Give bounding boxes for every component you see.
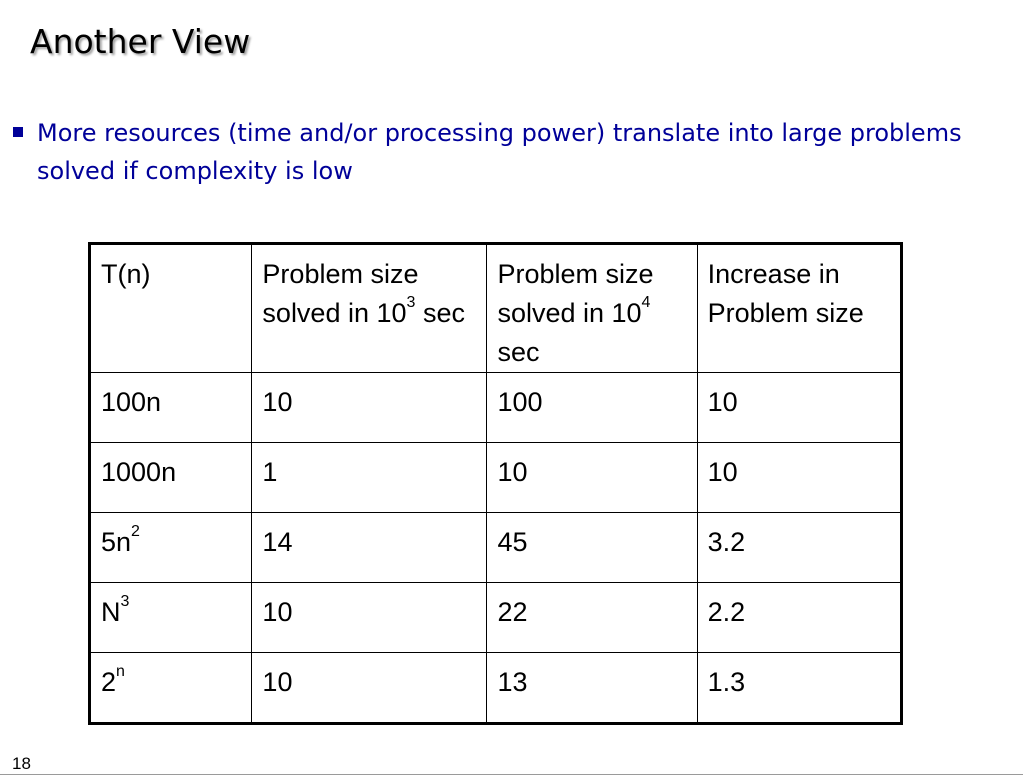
- slide-title: Another View: [30, 22, 251, 61]
- header-size-1e3: Problem size solved in $10^3$ sec: [252, 244, 487, 373]
- header-size-1e4: Problem size solved in $10^4$ sec: [487, 244, 697, 373]
- cell-increase: 10: [697, 443, 901, 513]
- cell-size-1e3: 10: [252, 373, 487, 443]
- cell-increase: 2.2: [697, 583, 901, 653]
- header-increase: Increase in Problem size: [697, 244, 901, 373]
- cell-size-1e3: 10: [252, 583, 487, 653]
- cell-size-1e4: 100: [487, 373, 697, 443]
- header-tn: T(n): [90, 244, 252, 373]
- slide-number: 18: [12, 754, 31, 773]
- cell-size-1e4: 10: [487, 443, 697, 513]
- cell-increase: 3.2: [697, 513, 901, 583]
- square-bullet-icon: [13, 127, 23, 137]
- cell-tn: 100n: [90, 373, 252, 443]
- table-row: [90, 373, 902, 443]
- cell-tn: $N^3$: [90, 583, 252, 653]
- cell-size-1e4: 22: [487, 583, 697, 653]
- complexity-table: [88, 242, 903, 725]
- bullet-list: [0, 114, 1023, 190]
- cell-tn: 2$^n$: [90, 653, 252, 724]
- table-header-row: [90, 244, 902, 373]
- table-row: [90, 583, 902, 653]
- cell-size-1e4: 13: [487, 653, 697, 724]
- cell-tn: $5n^2$: [90, 513, 252, 583]
- table-row: [90, 443, 902, 513]
- cell-size-1e4: 45: [487, 513, 697, 583]
- cell-size-1e3: 1: [252, 443, 487, 513]
- cell-increase: 10: [697, 373, 901, 443]
- cell-size-1e3: 10: [252, 653, 487, 724]
- bullet-item: [0, 114, 1023, 190]
- cell-increase: 1.3: [697, 653, 901, 724]
- cell-size-1e3: 14: [252, 513, 487, 583]
- bullet-text: More resources (time and/or processing power) translate into large problems solved if complexity is low: [37, 119, 962, 185]
- cell-tn: 1000n: [90, 443, 252, 513]
- footer-divider: [0, 774, 1023, 775]
- table-row: [90, 513, 902, 583]
- table-row: [90, 653, 902, 724]
